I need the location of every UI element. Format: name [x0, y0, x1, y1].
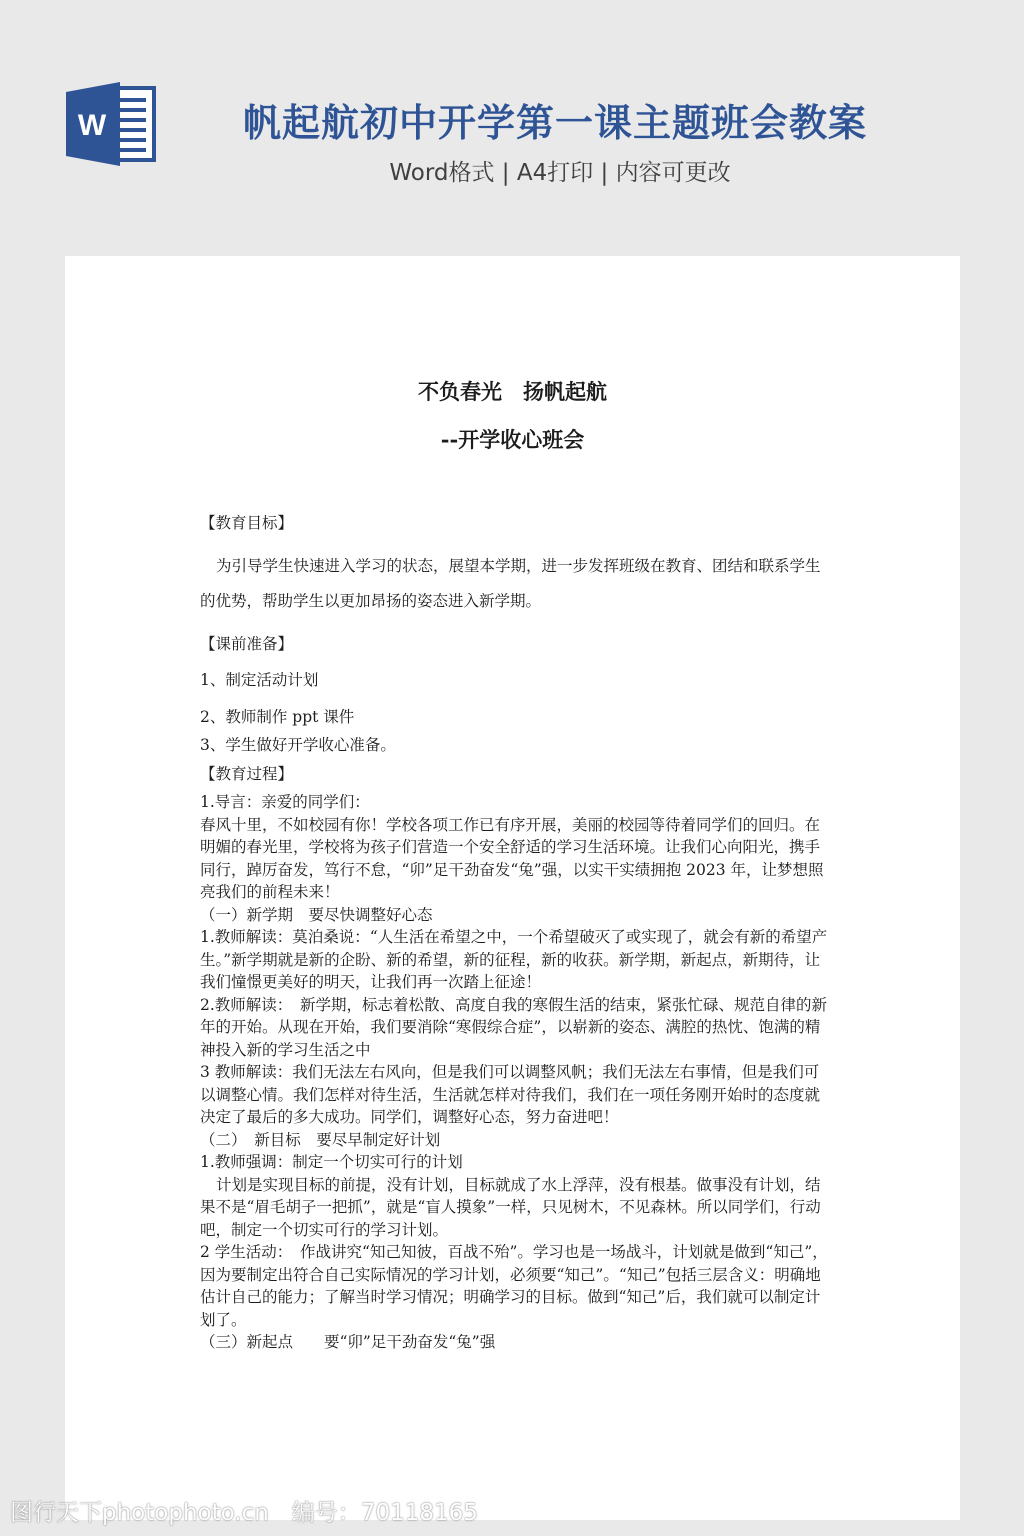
- paragraph: 1.教师解读：莫泊桑说：“人生活在希望之中，一个希望破灭了或实现了，就会有新的希望产生。”新学期就是新的企盼、新的希望，新的征程，新的收获。新学期，新起点，新期待，让我们憧憬更美好的明天，让我们再一次踏上征途！: [200, 928, 828, 991]
- paragraph: 春风十里，不如校园有你！学校各项工作已有序开展，美丽的校园等待着同学们的回归。在明媚的春光里，学校将为孩子们营造一个安全舒适的学习生活环境。让我们心向阳光，携手同行，踔厉奋发，笃行不怠，“卯”足干劲奋发“兔”强，以实干实绩拥抱 2023 年，让梦想照亮我们的前程未来！: [200, 815, 824, 901]
- document-title: 不负春光 扬帆起航: [418, 379, 607, 404]
- subsection-heading: （一）新学期 要尽快调整好心态: [200, 905, 433, 924]
- document-page: [65, 256, 960, 1520]
- section-heading: 【教育过程】: [200, 764, 294, 783]
- list-item: 3、学生做好开学收心准备。: [200, 736, 396, 754]
- page-title: 帆起航初中开学第一课主题班会教案: [242, 101, 867, 145]
- subsection-heading: （二） 新目标 要尽早制定好计划: [200, 1130, 441, 1149]
- page-subtitle: Word格式 | A4打印 | 内容可更改: [389, 160, 731, 186]
- paragraph: 为引导学生快速进入学习的状态，展望本学期，进一步发挥班级在教育、团结和联系学生的优势，帮助学生以更加昂扬的姿态进入新学期。: [200, 556, 821, 610]
- section-heading: 【教育目标】: [200, 514, 294, 532]
- list-item: 2、教师制作 ppt 课件: [200, 707, 355, 726]
- watermark: 图行天下photophoto.cn 编号：70118165: [10, 1500, 478, 1526]
- document-subtitle: --开学收心班会: [440, 427, 585, 452]
- paragraph: 2 学生活动： 作战讲究“知己知彼，百战不殆”。学习也是一场战斗，计划就是做到“知己”，因为要制定出符合自己实际情况的学习计划，必须要“知己”。“知己”包括三层含义：明确地估计自己的能力；了解当时学习情况；明确学习的目标。做到“知己”后，我们就可以制定计划了。: [200, 1243, 828, 1329]
- paragraph: 1.导言：亲爱的同学们：: [200, 793, 370, 811]
- paragraph: 1.教师强调：制定一个切实可行的计划: [200, 1153, 463, 1171]
- document-body: [200, 512, 830, 1354]
- paragraph: 计划是实现目标的前提，没有计划，目标就成了水上浮萍，没有根基。做事没有计划，结果不是“眉毛胡子一把抓”，就是“盲人摸象”一样，只见树木，不见森林。所以同学们，行动吧，制定一个切实可行的学习计划。: [200, 1175, 821, 1239]
- paragraph: 3 教师解读：我们无法左右风向，但是我们可以调整风帆；我们无法左右事情，但是我们可以调整心情。我们怎样对待生活，生活就怎样对待我们，我们在一项任务刚开始时的态度就决定了最后的多大成功。同学们，调整好心态，努力奋进吧！: [200, 1063, 821, 1126]
- svg-text:W: W: [77, 109, 107, 142]
- section-heading: 【课前准备】: [200, 634, 294, 653]
- list-item: 1、制定活动计划: [200, 671, 319, 689]
- subsection-heading: （三）新起点 要“卯”足干劲奋发“兔”强: [200, 1333, 496, 1351]
- paragraph: 2.教师解读： 新学期，标志着松散、高度自我的寒假生活的结束，紧张忙碌、规范自律的新年的开始。从现在开始，我们要消除“寒假综合症”，以崭新的姿态、满腔的热忱、饱满的精神投入新的学习生活之中: [200, 995, 828, 1059]
- word-icon: [66, 82, 158, 166]
